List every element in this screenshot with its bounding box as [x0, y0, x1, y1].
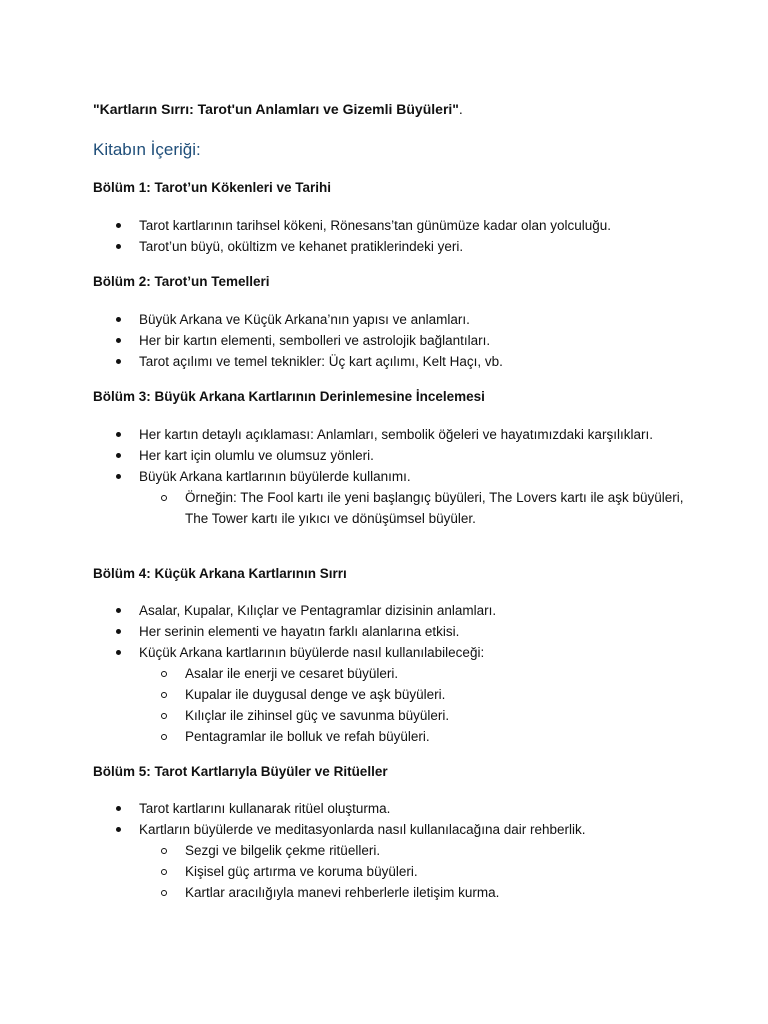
- list-item: Tarot’un büyü, okültizm ve kehanet pratiklerindeki yeri.: [114, 236, 694, 257]
- contents-heading: Kitabın İçeriği:: [93, 140, 201, 159]
- list-item: Her kart için olumlu ve olumsuz yönleri.: [114, 445, 694, 466]
- list-item: Tarot kartlarının tarihsel kökeni, Rönesans’tan günümüze kadar olan yolculuğu.: [114, 215, 694, 236]
- book-title: [93, 101, 463, 117]
- sub-list-item: Pentagramlar ile bolluk ve refah büyüleri.: [139, 726, 694, 747]
- list-item: Her serinin elementi ve hayatın farklı alanlarına etkisi.: [114, 621, 694, 642]
- list-item-text: Küçük Arkana kartlarının büyülerde nasıl kullanılabileceği:: [139, 645, 485, 660]
- list-item: [114, 466, 694, 529]
- list-item: Büyük Arkana ve Küçük Arkana’nın yapısı ve anlamları.: [114, 309, 694, 330]
- chapter-1-list: [114, 215, 694, 257]
- list-item: Tarot açılımı ve temel teknikler: Üç kart açılımı, Kelt Haçı, vb.: [114, 351, 694, 372]
- list-item-text: Büyük Arkana kartlarının büyülerde kullanımı.: [139, 469, 411, 484]
- chapter-5-list: [114, 798, 694, 903]
- list-item: [114, 819, 694, 903]
- list-item: Her kartın detaylı açıklaması: Anlamları, sembolik öğeleri ve hayatımızdaki karşılıkları.: [114, 424, 694, 445]
- sub-list-item: Kupalar ile duygusal denge ve aşk büyüleri.: [139, 684, 694, 705]
- sub-list-item: Sezgi ve bilgelik çekme ritüelleri.: [139, 840, 694, 861]
- chapter-5-sublist: [139, 840, 694, 903]
- sub-list-item: Kartlar aracılığıyla manevi rehberlerle iletişim kurma.: [139, 882, 694, 903]
- list-item: Asalar, Kupalar, Kılıçlar ve Pentagramlar dizisinin anlamları.: [114, 600, 694, 621]
- book-title-period: .: [458, 101, 463, 117]
- sub-list-item: Kılıçlar ile zihinsel güç ve savunma büyüleri.: [139, 705, 694, 726]
- sub-list-item: Örneğin: The Fool kartı ile yeni başlangıç büyüleri, The Lovers kartı ile aşk büyüleri, The Tower kartı ile yıkıcı ve dönüşümsel büyüler.: [139, 487, 694, 529]
- chapter-3-list: [114, 424, 694, 529]
- list-item: Tarot kartlarını kullanarak ritüel oluşturma.: [114, 798, 694, 819]
- list-item-text: Kartların büyülerde ve meditasyonlarda nasıl kullanılacağına dair rehberlik.: [139, 822, 586, 837]
- chapter-1-heading: Bölüm 1: Tarot’un Kökenleri ve Tarihi: [93, 180, 332, 195]
- chapter-2-list: [114, 309, 694, 372]
- book-title-main: "Kartların Sırrı: Tarot'un Anlamları ve Gizemli Büyüleri": [93, 101, 459, 117]
- chapter-4-list: [114, 600, 694, 747]
- chapter-5-heading: Bölüm 5: Tarot Kartlarıyla Büyüler ve Ritüeller: [93, 764, 388, 779]
- sub-list-item: Kişisel güç artırma ve koruma büyüleri.: [139, 861, 694, 882]
- chapter-3-heading: Bölüm 3: Büyük Arkana Kartlarının Derinlemesine İncelemesi: [93, 389, 485, 404]
- sub-list-item: Asalar ile enerji ve cesaret büyüleri.: [139, 663, 694, 684]
- list-item: Her bir kartın elementi, sembolleri ve astrolojik bağlantıları.: [114, 330, 694, 351]
- chapter-3-sublist: [139, 487, 694, 529]
- chapter-4-heading: Bölüm 4: Küçük Arkana Kartlarının Sırrı: [93, 566, 347, 581]
- chapter-4-sublist: [139, 663, 694, 747]
- chapter-2-heading: Bölüm 2: Tarot’un Temelleri: [93, 274, 270, 289]
- list-item: [114, 642, 694, 747]
